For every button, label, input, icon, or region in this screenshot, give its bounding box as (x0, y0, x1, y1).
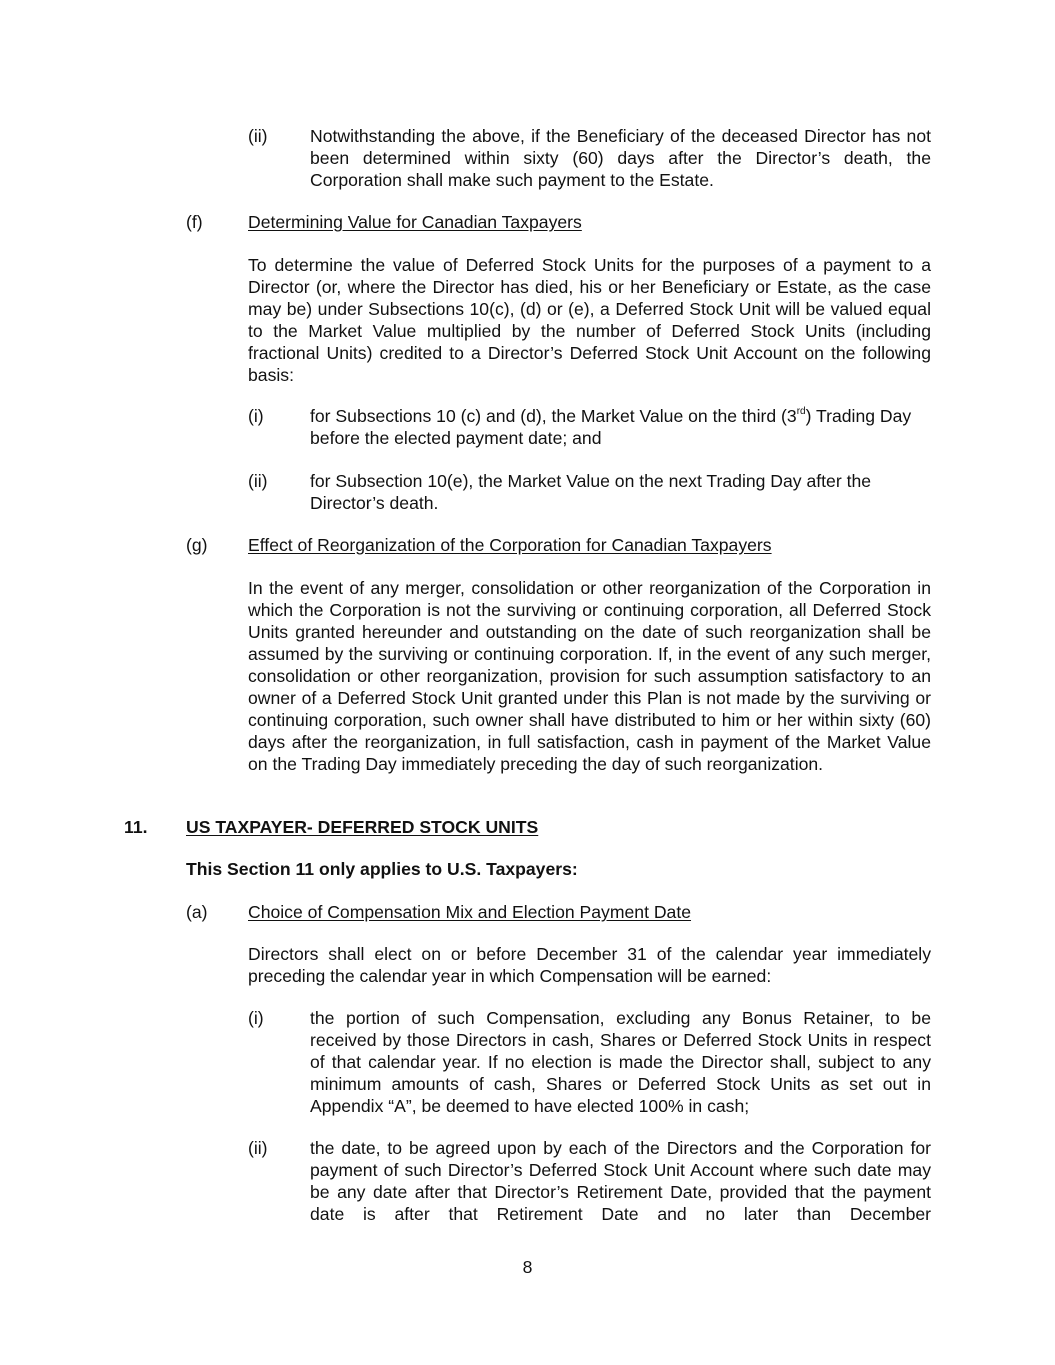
page-number: 8 (522, 1257, 533, 1277)
section-f-paragraph: To determine the value of Deferred Stock Units for the purposes of a payment to a Director (or, where the Director has died, his or her Beneficiary or Estate, as the case may be) under Subsections 10(c), (d) or (e), a Deferred Stock Unit will be valued equal to the Market Value multiplied by the number of Deferred Stock Units (including fractional Units) credited to a Director’s Deferred Stock Unit Account on the following basis: (248, 255, 931, 385)
section-11-a-paragraph: Directors shall elect on or before December 31 of the calendar year immediately preceding the calendar year in which Compensation will be earned: (248, 944, 931, 986)
section-11-applies-note: This Section 11 only applies to U.S. Taxpayers: (186, 859, 578, 879)
item-f-i-superscript: rd (796, 406, 806, 418)
section-f-label: (f) (186, 212, 203, 232)
section-g-heading: Effect of Reorganization of the Corporation for Canadian Taxpayers (248, 535, 772, 555)
item-11-a-i-label: (i) (248, 1008, 264, 1028)
section-11-title: US TAXPAYER- DEFERRED STOCK UNITS (186, 817, 539, 837)
section-f-heading: Determining Value for Canadian Taxpayers (248, 212, 582, 232)
item-f-ii-text: for Subsection 10(e), the Market Value on the next Trading Day after the Director’s death. (310, 471, 872, 513)
section-11-a-heading: Choice of Compensation Mix and Election Payment Date (248, 902, 692, 922)
section-11-number: 11. (124, 817, 148, 837)
item-11-a-ii-text: the date, to be agreed upon by each of the Directors and the Corporation for payment of such Director’s Deferred Stock Unit Account where such date may be any date after that Director’s Retirement Date, provided that the payment date is after that Retirement Date and no later than December (310, 1138, 931, 1224)
item-e-ii-label: (ii) (248, 126, 268, 146)
item-e-ii-text: Notwithstanding the above, if the Beneficiary of the deceased Director has not been determined within sixty (60) days after the Director’s death, the Corporation shall make such payment to the Estate. (310, 126, 931, 190)
section-g-label: (g) (186, 535, 208, 555)
item-11-a-ii-label: (ii) (248, 1138, 268, 1158)
section-g-paragraph: In the event of any merger, consolidation or other reorganization of the Corporation in which the Corporation is not the surviving or continuing corporation, all Deferred Stock Units granted hereunder and outstanding on the date of such reorganization shall be assumed by the surviving or continuing corporation. If, in the event of any such merger, consolidation or other reorganization, provision for such assumption satisfactory to an owner of a Deferred Stock Unit granted under this Plan is not made by the surviving or continuing corporation, such owner shall have distributed to him or her within sixty (60) days after the reorganization, in full satisfaction, cash in payment of the Market Value on the Trading Day immediately preceding the day of such reorganization. (248, 578, 931, 774)
item-f-i-text-after: ) Trading Day before the elected payment date; and (310, 406, 912, 448)
item-f-ii-label: (ii) (248, 471, 268, 491)
item-f-i-text-before: for Subsections 10 (c) and (d), the Market Value on the third (3 (310, 406, 797, 426)
item-f-i-label: (i) (248, 406, 264, 426)
item-11-a-i-text: the portion of such Compensation, excluding any Bonus Retainer, to be received by those Directors in cash, Shares or Deferred Stock Units in respect of that calendar year. If no election is made the Director shall, subject to any minimum amounts of cash, Shares or Deferred Stock Units as set out in Appendix “A”, be deemed to have elected 100% in cash; (310, 1008, 931, 1116)
item-f-i-text (310, 405, 931, 449)
section-11-a-label: (a) (186, 902, 208, 922)
